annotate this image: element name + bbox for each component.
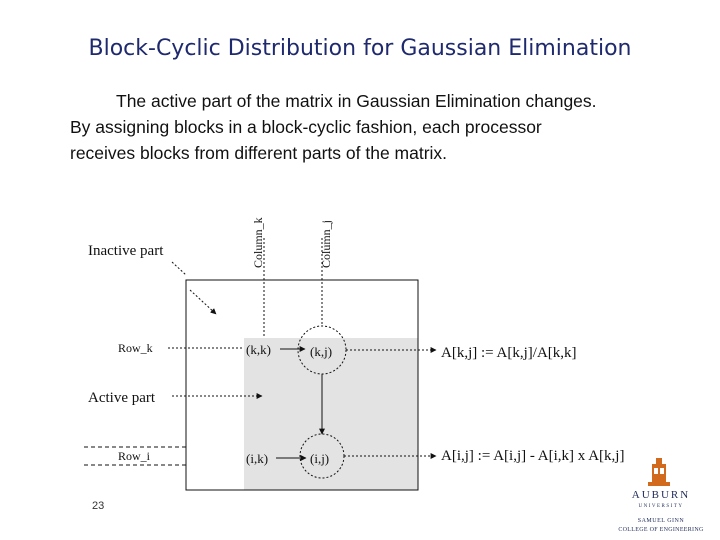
row-k-label: Row_k xyxy=(118,341,153,355)
paragraph-line-1: The active part of the matrix in Gaussian Elimination changes. xyxy=(116,91,597,111)
column-j-label: Column_j xyxy=(319,219,333,268)
cell-kk-label: (k,k) xyxy=(246,342,271,357)
cell-ik-label: (i,k) xyxy=(246,451,269,466)
logo-sub: UNIVERSITY xyxy=(638,504,684,509)
inactive-part-pointer-a xyxy=(172,262,186,275)
auburn-logo xyxy=(606,456,716,540)
column-k-label: Column_k xyxy=(251,217,265,268)
logo-name: AUBURN xyxy=(631,489,691,501)
logo-college-line-1: SAMUEL GINN xyxy=(637,518,685,524)
logo-college-line-2: COLLEGE OF ENGINEERING xyxy=(618,527,704,533)
tower-icon xyxy=(648,458,670,486)
slide-title: Block-Cyclic Distribution for Gaussian Elimination xyxy=(88,36,632,61)
inactive-part-label: Inactive part xyxy=(88,243,164,259)
cell-ij-label: (i,j) xyxy=(310,451,330,466)
cell-kj-label: (k,j) xyxy=(310,344,333,359)
row-i-label: Row_i xyxy=(118,449,151,463)
inactive-part-pointer-b xyxy=(190,290,216,314)
active-part-label: Active part xyxy=(88,390,156,406)
paragraph-line-2: By assigning blocks in a block-cyclic fashion, each processor xyxy=(70,117,542,137)
slide-number: 23 xyxy=(92,500,105,512)
formula-1: A[k,j] := A[k,j]/A[k,k] xyxy=(441,345,577,361)
active-region xyxy=(244,338,418,490)
formula-2: A[i,j] := A[i,j] - A[i,k] x A[k,j] xyxy=(441,448,625,464)
paragraph-line-3: receives blocks from different parts of the matrix. xyxy=(70,143,448,163)
